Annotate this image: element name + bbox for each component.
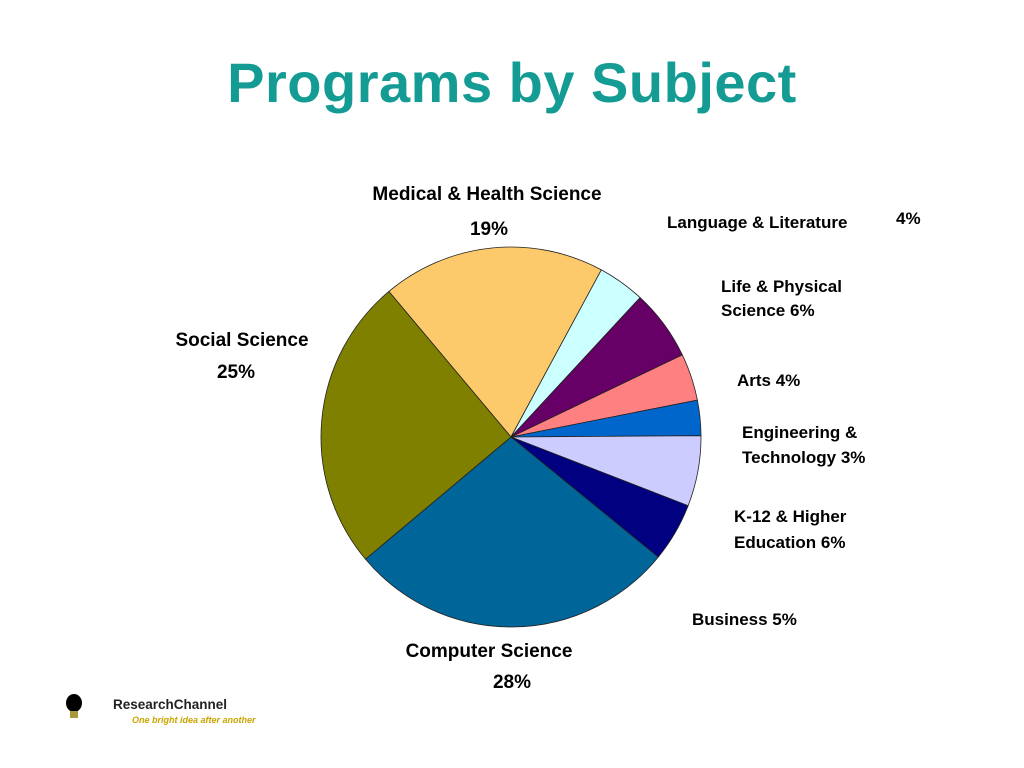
label-language-name: Language & Literature bbox=[667, 213, 848, 232]
lightbulb-icon bbox=[57, 689, 91, 723]
label-engineering-line1: Engineering & bbox=[742, 423, 858, 442]
logo-tagline: One bright idea after another bbox=[132, 715, 256, 725]
label-computer-name: Computer Science bbox=[405, 641, 573, 662]
logo-name: ResearchChannel bbox=[113, 697, 228, 712]
label-life-line1: Life & Physical bbox=[721, 277, 842, 296]
label-engineering-line2: Technology 3% bbox=[742, 448, 866, 467]
label-social-name: Social Science bbox=[175, 330, 309, 351]
pie-slices bbox=[321, 247, 701, 627]
label-business: Business 5% bbox=[692, 610, 797, 629]
label-k12-line2: Education 6% bbox=[734, 533, 846, 552]
label-language-pct: 4% bbox=[896, 209, 921, 228]
label-medical-name: Medical & Health Science bbox=[372, 184, 602, 205]
label-computer-pct: 28% bbox=[492, 672, 532, 693]
label-k12-line1: K-12 & Higher bbox=[734, 507, 847, 526]
label-life-line2: Science 6% bbox=[721, 301, 815, 320]
slide-title: Programs by Subject bbox=[227, 51, 797, 114]
label-medical-pct: 19% bbox=[469, 219, 509, 240]
label-social-pct: 25% bbox=[216, 362, 256, 383]
label-arts: Arts 4% bbox=[737, 371, 801, 390]
